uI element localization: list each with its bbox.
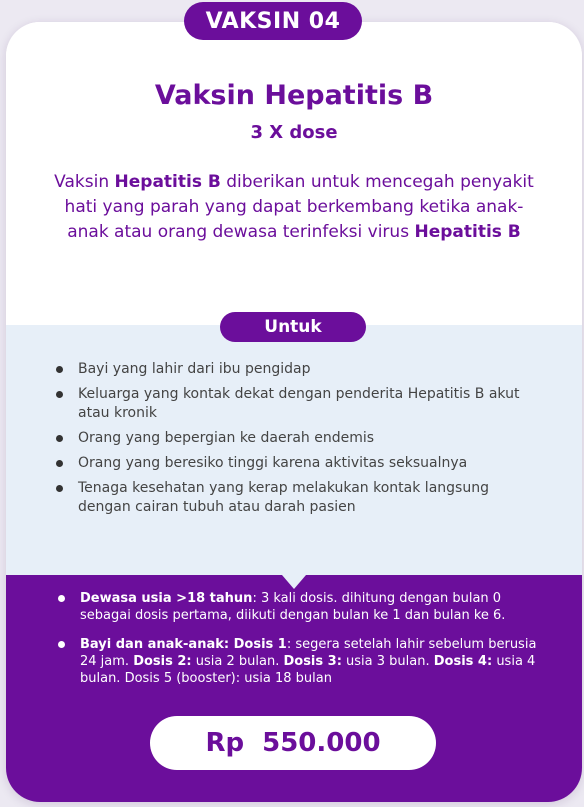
- price-currency: Rp: [205, 728, 245, 758]
- list-item: Orang yang beresiko tinggi karena aktivitas seksualnya: [54, 454, 544, 473]
- price-button[interactable]: [150, 716, 436, 770]
- schedule-list: [58, 590, 538, 699]
- list-item: Orang yang bepergian ke daerah endemis: [54, 429, 544, 448]
- bullet-icon: [56, 435, 63, 442]
- untuk-label: Untuk: [220, 312, 366, 342]
- list-item: Tenaga kesehatan yang kerap melakukan kontak langsung dengan cairan tubuh atau darah pasien: [54, 479, 544, 517]
- vaccine-number-badge: VAKSIN 04: [184, 2, 362, 40]
- section-pointer: [282, 575, 306, 589]
- price-amount: 550.000: [262, 728, 381, 758]
- bullet-icon: [56, 366, 63, 373]
- vaccine-description: Vaksin Hepatitis B diberikan untuk mencegah penyakit hati yang parah yang dapat berkembang ketika anak-anak atau orang dewasa terinfeksi virus Hepatitis B: [54, 172, 534, 242]
- bullet-icon: [56, 391, 63, 398]
- bullet-icon: [58, 595, 65, 602]
- bullet-icon: [56, 460, 63, 467]
- bullet-icon: [56, 485, 63, 492]
- schedule-item-adult: Dewasa usia >18 tahun: 3 kali dosis. dihitung dengan bulan 0 sebagai dosis pertama, diikuti dengan bulan ke 1 dan bulan ke 6.: [58, 590, 538, 624]
- schedule-item-child: Bayi dan anak-anak: Dosis 1: segera setelah lahir sebelum berusia 24 jam. Dosis 2: usia 2 bulan. Dosis 3: usia 3 bulan. Dosis 4: usia 4 bulan. Dosis 5 (booster): usia 18 bulan: [58, 636, 538, 687]
- vaccine-title: Vaksin Hepatitis B: [154, 80, 434, 111]
- dose-count: 3 X dose: [250, 122, 338, 143]
- target-list: [54, 360, 544, 523]
- list-item: Bayi yang lahir dari ibu pengidap: [54, 360, 544, 379]
- bullet-icon: [58, 641, 65, 648]
- list-item: Keluarga yang kontak dekat dengan penderita Hepatitis B akut atau kronik: [54, 385, 544, 423]
